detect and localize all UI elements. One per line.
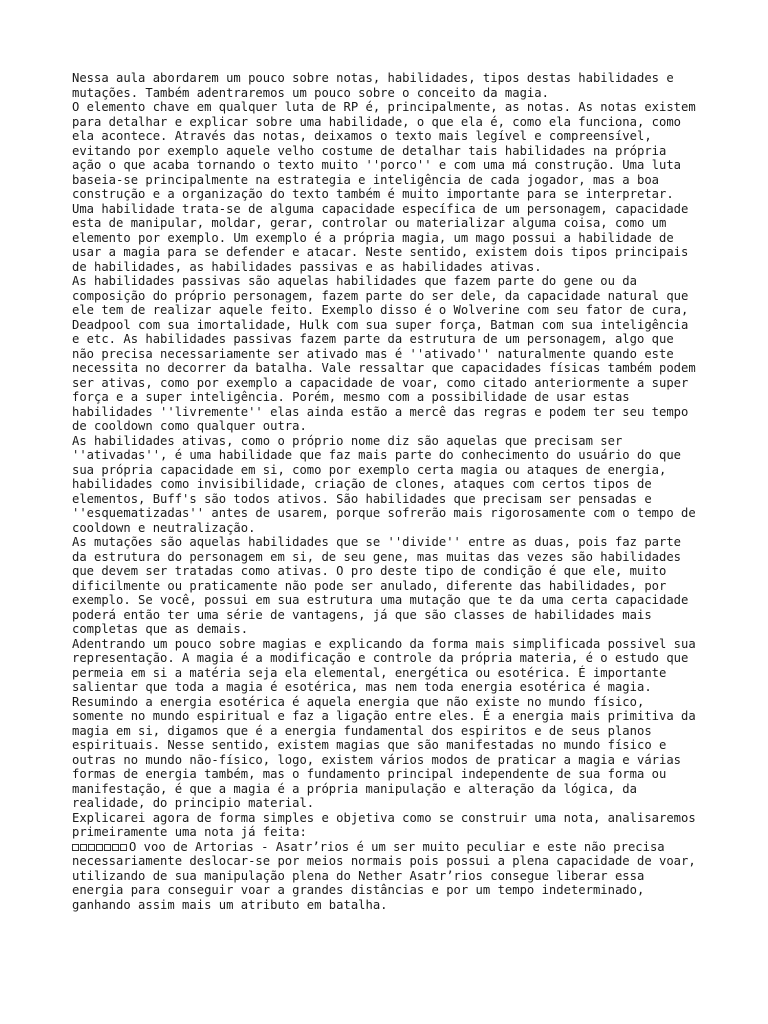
paragraph-note-intro: Explicarei agora de forma simples e objetiva como se construir uma nota, analisaremos primeiramente uma nota já feita: [72, 810, 696, 839]
example-note-text: O voo de Artorias - Asatr’rios é um ser muito peculiar e este não precisa necessariamente deslocar-se por meios normais pois possui a plena capacidade de voar, utilizando de sua manipulação plena do Nether Asatr’rios consegue liberar essa energia para conseguir voar a grandes distâncias e por um tempo indeterminado, ganhando assim mais um atributo em batalha. [72, 839, 696, 912]
paragraph-magic: Adentrando um pouco sobre magias e explicando da forma mais simplificada possivel sua representação. A magia é a modificação e controle da própria materia, é o estudo que permeia em si a matéria seja ela elemental, energética ou esotérica. É importante salientar que toda a magia é esotérica, mas nem toda energia esotérica é magia. Resumindo a energia esotérica é aquela energia que não existe no mundo físico, somente no mundo espiritual e faz a ligação entre eles. É a energia mais primitiva da magia em si, digamos que é a energia fundamental dos espiritos e de seus planos espirituais. Nesse sentido, existem magias que são manifestadas no mundo físico e outras no mundo não-físico, logo, existem vários modos de praticar a magia e várias formas de energia também, mas o fundamento principal independente de sua forma ou manifestação, é que a magia é a própria manipulação e alteração da lógica, da realidade, do principio material. [72, 636, 696, 810]
paragraph-example-note [72, 840, 702, 913]
paragraph-ability: Uma habilidade trata-se de alguma capacidade específica de um personagem, capacidade esta de manipular, moldar, gerar, controlar ou materializar alguma coisa, como um elemento por exemplo. Um exemplo é a própria magia, um mago possui a habilidade de usar a magia para se defender e atacar. Neste sentido, existem dois tipos principais de habilidades, as habilidades passivas e as habilidades ativas. [72, 201, 689, 274]
paragraph-active-abilities: As habilidades ativas, como o próprio nome diz são aquelas que precisam ser ''ativadas'', é uma habilidade que faz mais parte do conhecimento do usuário do que sua própria capacidade em si, como por exemplo certa magia ou ataques de energia, habilidades como invisibilidade, criação de clones, ataques com certos tipos de elementos, Buff's são todos ativos. São habilidades que precisam ser pensadas e ''esquematizadas'' antes de usarem, porque sofrerão mais rigorosamente com o tempo de cooldown e neutralização. [72, 433, 696, 535]
paragraph-intro: Nessa aula abordarem um pouco sobre notas, habilidades, tipos destas habilidades e mutações. Também adentraremos um pouco sobre o conceito da magia. [72, 71, 674, 100]
paragraph-notes: O elemento chave em qualquer luta de RP é, principalmente, as notas. As notas existem para detalhar e explicar sobre uma habilidade, o que ela é, como ela funciona, como ela acontece. Através das notas, deixamos o texto mais legível e compreensível, evitando por exemplo aquele velho costume de detalhar tais habilidades na própria ação o que acaba tornando o texto muito ''porco'' e com uma má construção. Uma luta baseia-se principalmente na estrategia e inteligência de cada jogador, mas a boa construção e a organização do texto também é muito importante para se interpretar. [72, 100, 696, 201]
paragraph-mutations: As mutações são aquelas habilidades que se ''divide'' entre as duas, pois faz parte da estrutura do personagem em si, de seu gene, mas muitas das vezes são habilidades que devem ser tratadas como ativas. O pro deste tipo de condição é que ele, muito dificilmente ou praticamente não pode ser anulado, diferente das habilidades, por exemplo. Se você, possui em sua estrutura uma mutação que te da uma certa capacidade poderá então ter uma série de vantagens, já que são classes de habilidades mais completas que as demais. [72, 535, 689, 636]
paragraph-passive-abilities: As habilidades passivas são aquelas habilidades que fazem parte do gene ou da composição do próprio personagem, fazem parte do ser dele, da capacidade natural que ele tem de realizar aquele feito. Exemplo disso é o Wolverine com seu fator de cura, Deadpool com sua imortalidade, Hulk com sua super força, Batman com sua inteligência e etc. As habilidades passivas fazem parte da estrutura de um personagem, algo que não precisa necessariamente ser ativado mas é ''ativado'' naturalmente quando este necessita no decorrer da batalha. Vale ressaltar que capacidades físicas também podem ser ativas, como por exemplo a capacidade de voar, como citado anteriormente a super força e a super inteligência. Porém, mesmo com a possibilidade de usar estas habilidades ''livremente'' elas ainda estão a mercê das regras e podem ter seu tempo de cooldown como qualquer outra. [72, 274, 696, 433]
document-body [72, 71, 702, 912]
missing-glyph-boxes [72, 840, 128, 855]
